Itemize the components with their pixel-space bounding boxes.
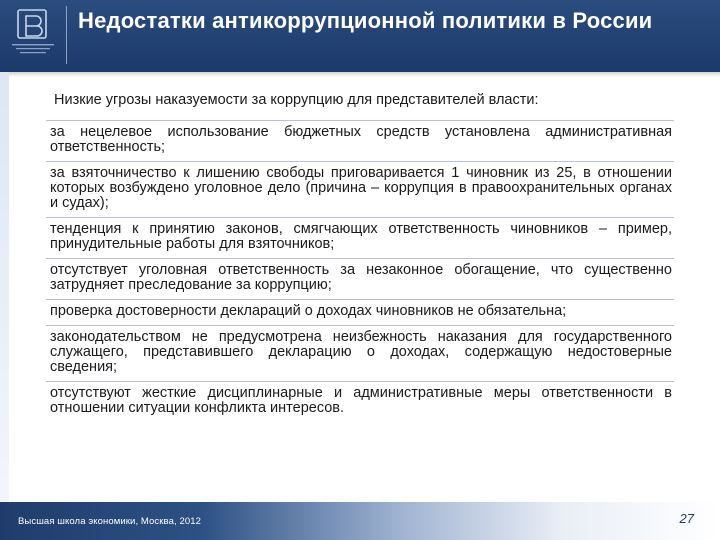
page-number: 27 <box>679 511 694 526</box>
list-item: законодательством не предусмотрена неизбежность наказания для государственного служащего, представившего декларацию о доходах, содержащую недостоверные сведения; <box>46 325 674 381</box>
list-item: за взяточничество к лишению свободы приговаривается 1 чиновник из 25, в отношении которых возбуждено уголовное дело (причина – коррупция в правоохранительных органах и судах); <box>46 161 674 217</box>
list-item: за нецелевое использование бюджетных средств установлена административная ответственность; <box>46 120 674 161</box>
slide-content <box>46 92 674 422</box>
slide-header <box>0 0 720 72</box>
footer-text: Высшая школа экономики, Москва, 2012 <box>18 516 201 527</box>
university-logo-icon <box>4 4 62 66</box>
list-item: отсутствуют жесткие дисциплинарные и административные меры ответственности в отношении ситуации конфликта интересов. <box>46 381 674 422</box>
logo-separator <box>66 6 67 64</box>
list-item: отсутствует уголовная ответственность за незаконное обогащение, что существенно затрудняет преследование за коррупцию; <box>46 258 674 299</box>
intro-text: Низкие угрозы наказуемости за коррупцию для представителей власти: <box>54 92 539 108</box>
list-item: проверка достоверности деклараций о доходах чиновников не обязательна; <box>46 299 674 325</box>
list-item: тенденция к принятию законов, смягчающих ответственность чиновников – пример, принудительные работы для взяточников; <box>46 217 674 258</box>
slide-footer <box>0 502 720 540</box>
slide-title: Недостатки антикоррупционной политики в России <box>78 8 653 33</box>
left-decorative-stripe <box>0 72 9 512</box>
